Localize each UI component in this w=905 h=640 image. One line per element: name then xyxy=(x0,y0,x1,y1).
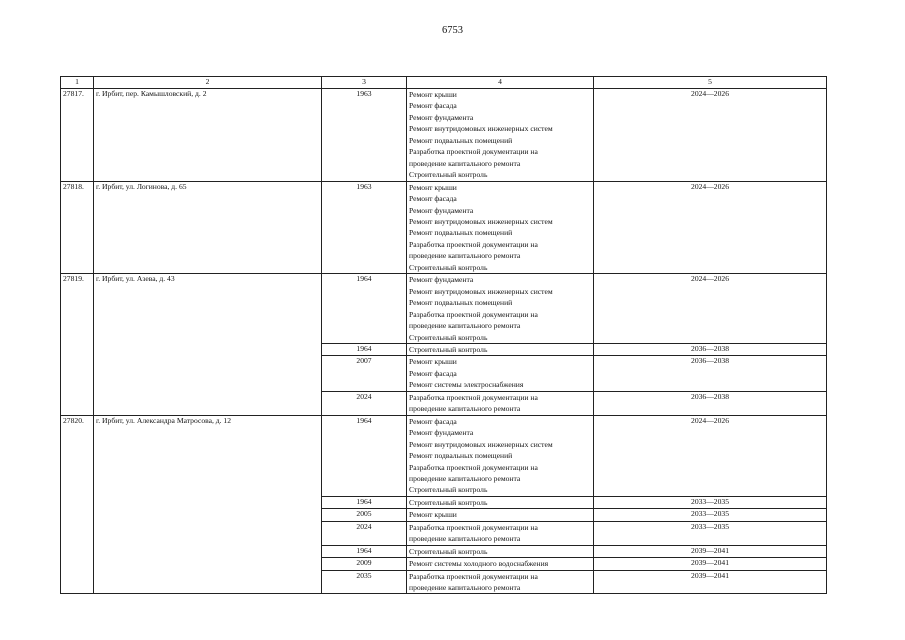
work-item: Ремонт подвальных помещений xyxy=(409,135,513,145)
row-number: 27819. xyxy=(61,274,94,415)
work-item: Ремонт фундамента xyxy=(409,205,474,215)
year-cell: 2024 xyxy=(322,521,407,545)
table-row xyxy=(61,89,827,182)
works-cell xyxy=(407,356,594,391)
work-item: Ремонт крыши xyxy=(409,510,457,520)
work-item: Ремонт системы электроснабжения xyxy=(409,380,524,390)
work-item: Ремонт фундамента xyxy=(409,275,474,285)
work-item: Ремонт фасада xyxy=(409,416,457,426)
work-item: Разработка проектной документации на xyxy=(409,571,538,581)
work-item: Ремонт внутридомовых инженерных систем xyxy=(409,124,553,134)
work-item: Ремонт фасада xyxy=(409,368,457,378)
page-number: 6753 xyxy=(442,25,463,36)
work-item: Строительный контроль xyxy=(409,332,488,342)
work-item: Строительный контроль xyxy=(409,485,488,495)
row-number: 27818. xyxy=(61,181,94,274)
table-row xyxy=(61,274,827,344)
works-cell xyxy=(407,343,594,355)
work-item: Ремонт фасада xyxy=(409,101,457,111)
period-cell: 2036—2038 xyxy=(594,343,827,355)
work-item: проведение капитального ремонта xyxy=(409,473,521,483)
column-header: 5 xyxy=(594,77,827,89)
column-header: 2 xyxy=(94,77,322,89)
work-item: Ремонт подвальных помещений xyxy=(409,298,513,308)
works-cell xyxy=(407,274,594,344)
year-cell: 2035 xyxy=(322,570,407,594)
work-item: Разработка проектной документации на xyxy=(409,462,538,472)
table-row xyxy=(61,181,827,274)
work-item: Строительный контроль xyxy=(409,170,488,180)
column-header: 1 xyxy=(61,77,94,89)
year-cell: 2005 xyxy=(322,509,407,521)
period-cell: 2039—2041 xyxy=(594,558,827,570)
work-item: Строительный контроль xyxy=(409,546,488,556)
period-cell: 2033—2035 xyxy=(594,509,827,521)
period-cell: 2039—2041 xyxy=(594,570,827,594)
work-item: проведение капитального ремонта xyxy=(409,534,521,544)
works-cell xyxy=(407,545,594,557)
period-cell: 2024—2026 xyxy=(594,181,827,274)
year-cell: 2009 xyxy=(322,558,407,570)
works-cell xyxy=(407,181,594,274)
year-cell: 1964 xyxy=(322,274,407,344)
work-item: Ремонт подвальных помещений xyxy=(409,451,513,461)
work-item: Ремонт крыши xyxy=(409,357,457,367)
period-cell: 2039—2041 xyxy=(594,545,827,557)
row-number: 27817. xyxy=(61,89,94,182)
period-cell: 2024—2026 xyxy=(594,89,827,182)
period-cell: 2033—2035 xyxy=(594,496,827,508)
year-cell: 1964 xyxy=(322,415,407,496)
work-item: Разработка проектной документации на xyxy=(409,309,538,319)
work-item: проведение капитального ремонта xyxy=(409,251,521,261)
period-cell: 2024—2026 xyxy=(594,415,827,496)
work-item: Разработка проектной документации на xyxy=(409,239,538,249)
period-cell: 2024—2026 xyxy=(594,274,827,344)
work-item: Строительный контроль xyxy=(409,344,488,354)
works-cell xyxy=(407,521,594,545)
works-cell xyxy=(407,391,594,415)
period-cell: 2033—2035 xyxy=(594,521,827,545)
works-cell xyxy=(407,415,594,496)
capital-repair-table xyxy=(60,76,827,594)
work-item: Ремонт фундамента xyxy=(409,428,474,438)
works-cell xyxy=(407,558,594,570)
work-item: Ремонт подвальных помещений xyxy=(409,228,513,238)
work-item: проведение капитального ремонта xyxy=(409,583,521,593)
year-cell: 1964 xyxy=(322,545,407,557)
work-item: Строительный контроль xyxy=(409,497,488,507)
address-cell: г. Ирбит, ул. Александра Матросова, д. 12 xyxy=(94,415,322,594)
work-item: Разработка проектной документации на xyxy=(409,392,538,402)
work-item: Ремонт внутридомовых инженерных систем xyxy=(409,439,553,449)
year-cell: 1964 xyxy=(322,343,407,355)
work-item: Разработка проектной документации на xyxy=(409,522,538,532)
year-cell: 1963 xyxy=(322,181,407,274)
work-item: Ремонт крыши xyxy=(409,90,457,99)
address-cell: г. Ирбит, пер. Камышловский, д. 2 xyxy=(94,89,322,182)
works-cell xyxy=(407,570,594,594)
work-item: Ремонт внутридомовых инженерных систем xyxy=(409,286,553,296)
work-item: Разработка проектной документации на xyxy=(409,147,538,157)
works-cell xyxy=(407,89,594,182)
column-number-row xyxy=(61,77,827,89)
work-item: Строительный контроль xyxy=(409,262,488,272)
row-number: 27820. xyxy=(61,415,94,594)
work-item: Ремонт крыши xyxy=(409,182,457,192)
work-item: Ремонт системы холодного водоснабжения xyxy=(409,559,549,569)
address-cell: г. Ирбит, ул. Азева, д. 43 xyxy=(94,274,322,415)
period-cell: 2036—2038 xyxy=(594,391,827,415)
column-header: 4 xyxy=(407,77,594,89)
works-cell xyxy=(407,496,594,508)
work-item: Ремонт фундамента xyxy=(409,112,474,122)
year-cell: 2024 xyxy=(322,391,407,415)
work-item: проведение капитального ремонта xyxy=(409,158,521,168)
period-cell: 2036—2038 xyxy=(594,356,827,391)
address-cell: г. Ирбит, ул. Логинова, д. 65 xyxy=(94,181,322,274)
year-cell: 2007 xyxy=(322,356,407,391)
work-item: проведение капитального ремонта xyxy=(409,404,521,414)
column-header: 3 xyxy=(322,77,407,89)
work-item: Ремонт фасада xyxy=(409,194,457,204)
work-item: Ремонт внутридомовых инженерных систем xyxy=(409,216,553,226)
year-cell: 1963 xyxy=(322,89,407,182)
work-item: проведение капитального ремонта xyxy=(409,321,521,331)
table-row xyxy=(61,415,827,496)
year-cell: 1964 xyxy=(322,496,407,508)
works-cell xyxy=(407,509,594,521)
